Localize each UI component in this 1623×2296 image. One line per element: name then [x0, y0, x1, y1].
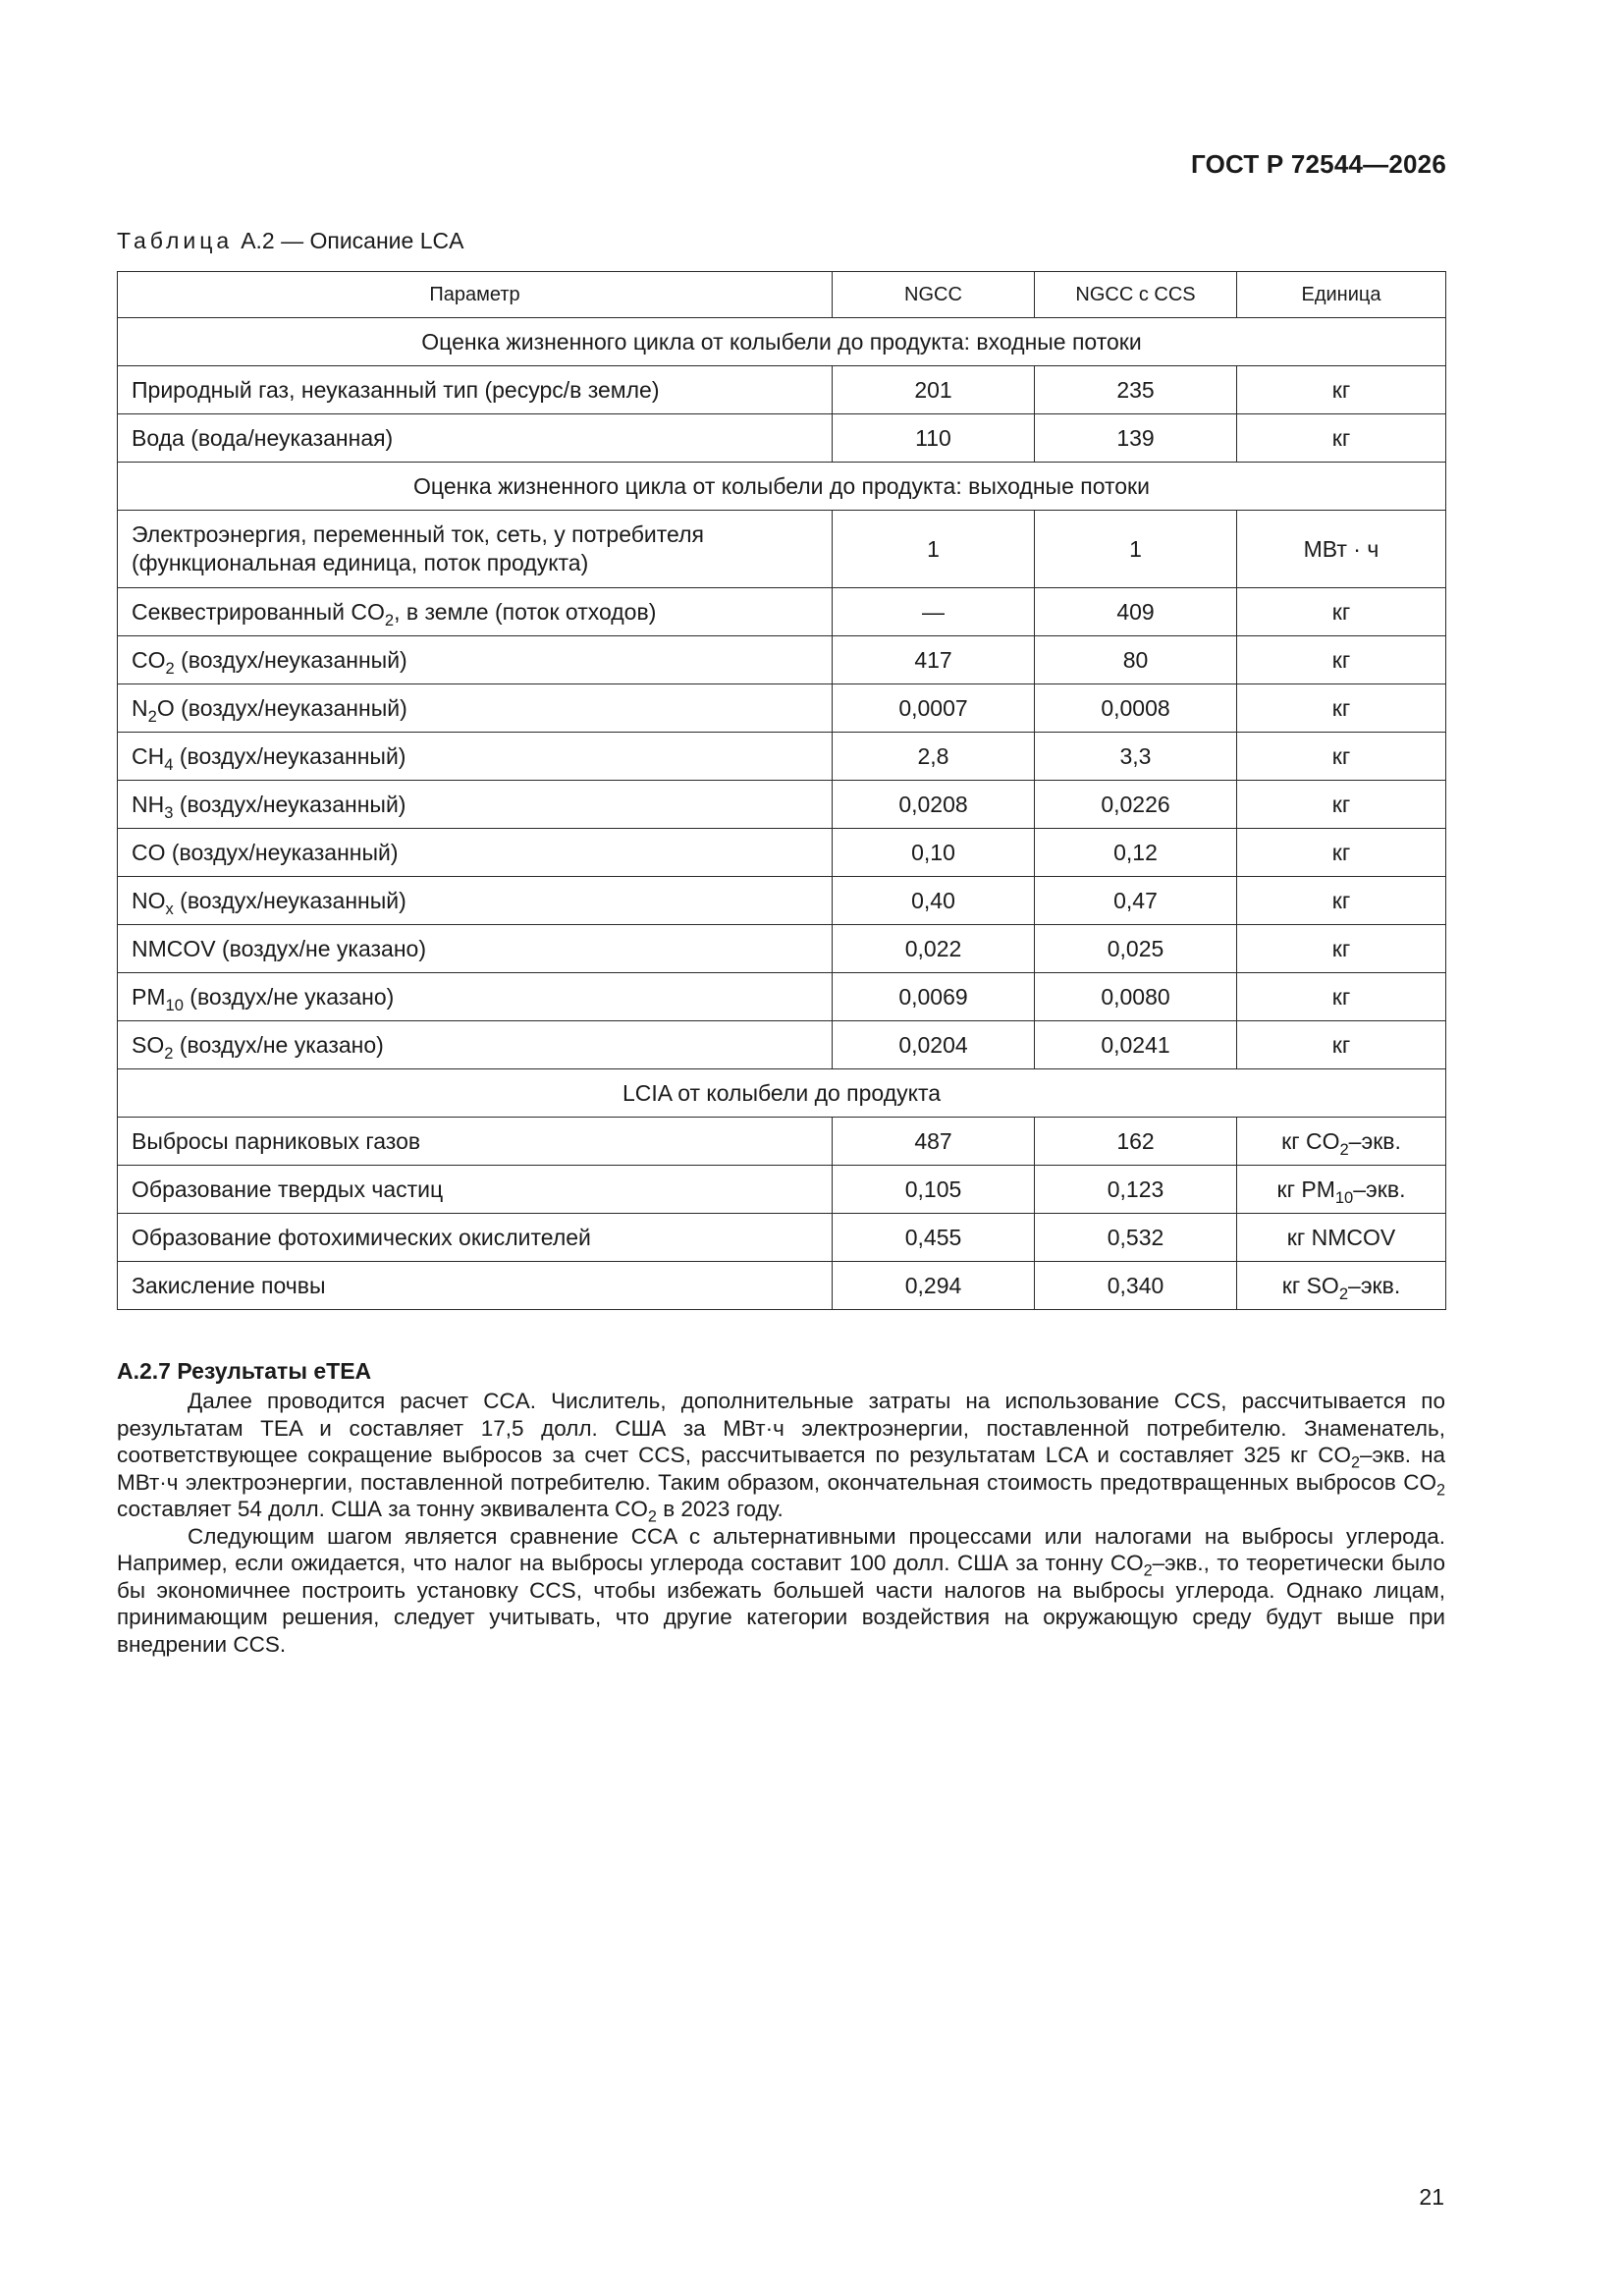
ngcc-cell: 110 [833, 414, 1035, 463]
ngcc-cell: 0,40 [833, 877, 1035, 925]
ngcc-cell: 0,0069 [833, 973, 1035, 1021]
table-row [118, 1166, 1446, 1214]
section-heading: А.2.7 Результаты eTEA [117, 1358, 372, 1384]
ngcc-cell: 487 [833, 1118, 1035, 1166]
ngcc-ccs-cell: 139 [1035, 414, 1237, 463]
table-row [118, 925, 1446, 973]
ngcc-cell: 0,455 [833, 1214, 1035, 1262]
table-row [118, 636, 1446, 684]
table-row [118, 781, 1446, 829]
unit-cell: МВт · ч [1237, 511, 1446, 588]
ngcc-ccs-cell: 0,532 [1035, 1214, 1237, 1262]
table-row [118, 1021, 1446, 1069]
ngcc-ccs-cell: 0,47 [1035, 877, 1237, 925]
unit-cell: кг [1237, 1021, 1446, 1069]
unit-cell: кг [1237, 636, 1446, 684]
table-row [118, 829, 1446, 877]
unit-cell: кг $PM_{10}$–экв. [1237, 1166, 1446, 1214]
ngcc-cell: 0,0007 [833, 684, 1035, 733]
ngcc-cell: — [833, 588, 1035, 636]
param-cell: CO (воздух/неуказанный) [118, 829, 833, 877]
param-cell: $SO_2$ (воздух/не указано) [118, 1021, 833, 1069]
table-row [118, 877, 1446, 925]
ngcc-cell: 0,294 [833, 1262, 1035, 1310]
param-line-2: (функциональная единица, поток продукта) [132, 550, 589, 575]
section-row [118, 1069, 1446, 1118]
ngcc-ccs-cell: 0,0226 [1035, 781, 1237, 829]
ngcc-cell: 2,8 [833, 733, 1035, 781]
ngcc-cell: 0,0208 [833, 781, 1035, 829]
column-header-ngcc-ccs: NGCC с CCS [1035, 272, 1237, 318]
table-row [118, 1214, 1446, 1262]
table-caption-label: Таблица [117, 228, 234, 253]
param-cell: $N_2O$ (воздух/неуказанный) [118, 684, 833, 733]
ngcc-ccs-cell: 0,340 [1035, 1262, 1237, 1310]
ngcc-ccs-cell: 0,123 [1035, 1166, 1237, 1214]
unit-cell: кг [1237, 829, 1446, 877]
param-cell: Природный газ, неуказанный тип (ресурс/в земле) [118, 366, 833, 414]
ngcc-cell: 0,105 [833, 1166, 1035, 1214]
ngcc-ccs-cell: 235 [1035, 366, 1237, 414]
unit-cell: кг NMCOV [1237, 1214, 1446, 1262]
param-cell: Закисление почвы [118, 1262, 833, 1310]
document-code: ГОСТ Р 72544—2026 [1191, 149, 1446, 179]
unit-cell: кг $CO_2$–экв. [1237, 1118, 1446, 1166]
param-cell: Образование фотохимических окислителей [118, 1214, 833, 1262]
unit-cell: кг [1237, 925, 1446, 973]
unit-cell: кг [1237, 414, 1446, 463]
ngcc-ccs-cell: 0,12 [1035, 829, 1237, 877]
table-caption-title: А.2 — Описание LCA [241, 228, 464, 253]
ngcc-ccs-cell: 162 [1035, 1118, 1237, 1166]
ngcc-ccs-cell: 1 [1035, 511, 1237, 588]
unit-cell: кг [1237, 877, 1446, 925]
section-outputs: Оценка жизненного цикла от колыбели до продукта: выходные потоки [118, 463, 1446, 511]
ngcc-cell: 417 [833, 636, 1035, 684]
section-body [117, 1388, 1445, 1658]
section-row [118, 318, 1446, 366]
ngcc-ccs-cell: 0,0008 [1035, 684, 1237, 733]
section-inputs: Оценка жизненного цикла от колыбели до продукта: входные потоки [118, 318, 1446, 366]
param-cell: Образование твердых частиц [118, 1166, 833, 1214]
ngcc-cell: 0,0204 [833, 1021, 1035, 1069]
paragraph: Следующим шагом является сравнение CCA с альтернативными процессами или налогами на выбросы углерода. Например, если ожидается, что налог на выбросы углерода составит 100 долл. США за тонну $CO_2$–экв., то теоретически было бы экономичнее построить установку CCS, чтобы избежать большей части налогов на выбросы углерода. Однако лицам, принимающим решения, следует учитывать, что другие категории воздействия на окружающую среду будут выше при внедрении CCS. [117, 1523, 1445, 1657]
table-row [118, 366, 1446, 414]
param-cell: Выбросы парниковых газов [118, 1118, 833, 1166]
unit-cell: кг [1237, 781, 1446, 829]
table-row [118, 414, 1446, 463]
paragraph: Далее проводится расчет CCA. Числитель, дополнительные затраты на использование CCS, рассчитывается по результатам TEA и составляет 17,5 долл. США за МВт·ч электроэнергии, поставленной потребителю. Знаменатель, соответствующее сокращение выбросов за счет CCS, рассчитывается по результатам LCA и составляет 325 кг $CO_2$–экв. на МВт·ч электроэнергии, поставленной потребителю. Таким образом, окончательная стоимость предотвращенных выбросов $CO_2$ составляет 54 долл. США за тонну эквивалента $CO_2$ в 2023 году. [117, 1389, 1446, 1526]
param-cell: Вода (вода/неуказанная) [118, 414, 833, 463]
section-lcia: LCIA от колыбели до продукта [118, 1069, 1446, 1118]
table-row [118, 588, 1446, 636]
table-row [118, 1262, 1446, 1310]
ngcc-cell: 0,10 [833, 829, 1035, 877]
column-header-unit: Единица [1237, 272, 1446, 318]
ngcc-cell: 0,022 [833, 925, 1035, 973]
unit-cell: кг [1237, 588, 1446, 636]
table-row [118, 973, 1446, 1021]
unit-cell: кг $SO_2$–экв. [1237, 1262, 1446, 1310]
unit-cell: кг [1237, 684, 1446, 733]
table-row [118, 511, 1446, 588]
table-header-row [118, 272, 1446, 318]
param-line-1: Электроэнергия, переменный ток, сеть, у потребителя [132, 521, 704, 547]
table-row [118, 733, 1446, 781]
ngcc-ccs-cell: 80 [1035, 636, 1237, 684]
unit-cell: кг [1237, 366, 1446, 414]
lca-table [117, 271, 1446, 1310]
unit-cell: кг [1237, 733, 1446, 781]
column-header-ngcc: NGCC [833, 272, 1035, 318]
ngcc-ccs-cell: 0,0080 [1035, 973, 1237, 1021]
table-row [118, 1118, 1446, 1166]
column-header-parameter: Параметр [118, 272, 833, 318]
ngcc-ccs-cell: 3,3 [1035, 733, 1237, 781]
page-number: 21 [1419, 2184, 1444, 2210]
ngcc-cell: 1 [833, 511, 1035, 588]
ngcc-ccs-cell: 409 [1035, 588, 1237, 636]
table-row [118, 684, 1446, 733]
param-cell: $NO_x$ (воздух/неуказанный) [118, 877, 833, 925]
ngcc-ccs-cell: 0,0241 [1035, 1021, 1237, 1069]
param-cell: Секвестрированный $CO_2$, в земле (поток отходов) [118, 588, 833, 636]
param-cell: $NH_3$ (воздух/неуказанный) [118, 781, 833, 829]
section-row [118, 463, 1446, 511]
unit-cell: кг [1237, 973, 1446, 1021]
param-cell: $CH_4$ (воздух/неуказанный) [118, 733, 833, 781]
ngcc-cell: 201 [833, 366, 1035, 414]
param-cell: NMCOV (воздух/не указано) [118, 925, 833, 973]
param-cell: $PM_{10}$ (воздух/не указано) [118, 973, 833, 1021]
param-cell: $CO_2$ (воздух/неуказанный) [118, 636, 833, 684]
table-caption [117, 228, 463, 254]
ngcc-ccs-cell: 0,025 [1035, 925, 1237, 973]
param-cell [118, 511, 833, 588]
